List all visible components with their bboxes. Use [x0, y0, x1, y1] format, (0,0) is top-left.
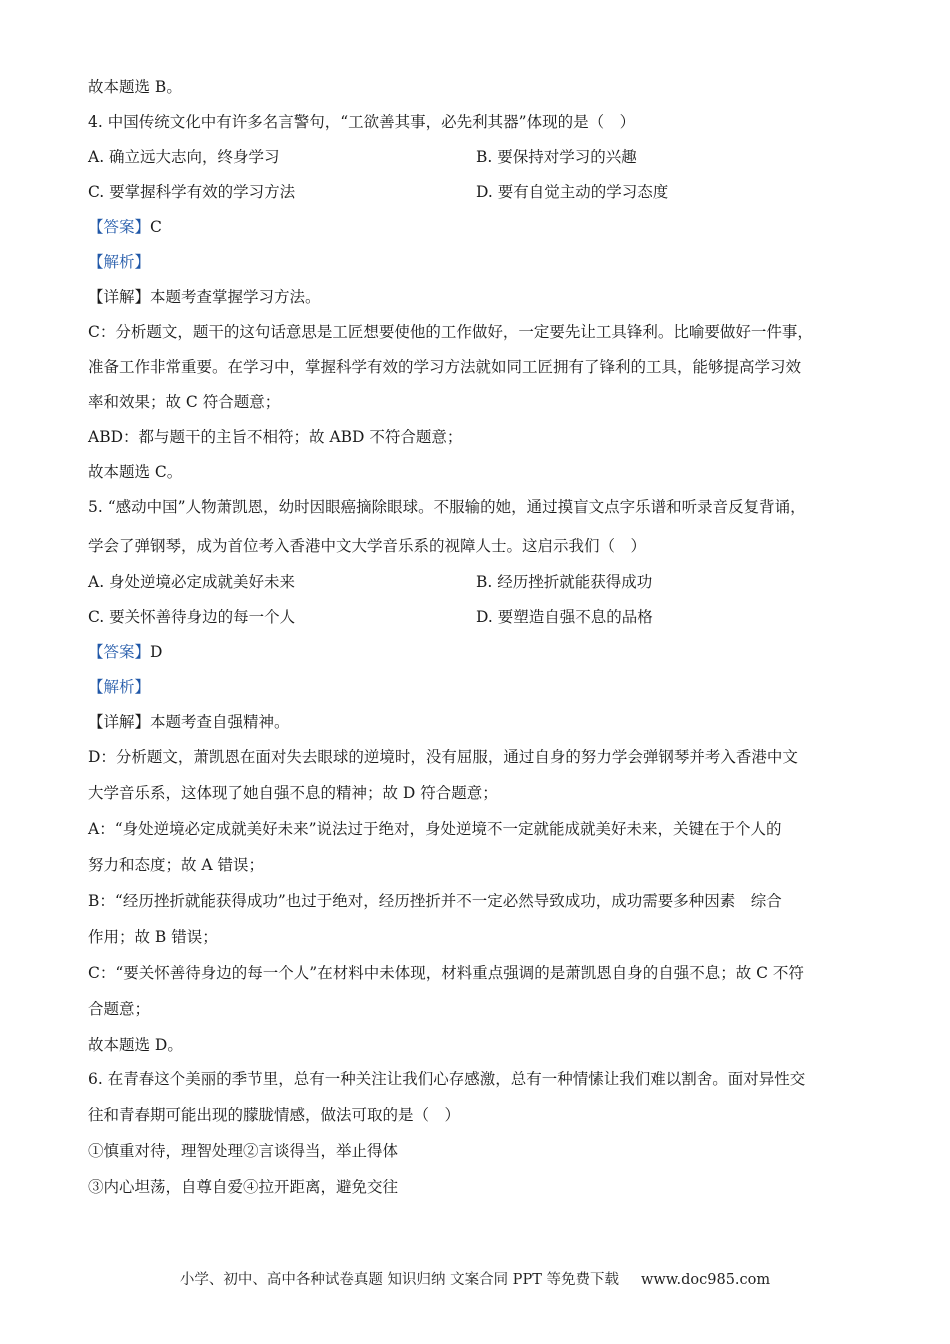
q5-explanation-8: 合题意； [88, 1000, 151, 1018]
q5-explanation-6: 作用；故 B 错误； [88, 928, 218, 946]
q5-analysis-heading [88, 676, 878, 698]
q4-option-c: C. 要掌握科学有效的学习方法 [88, 183, 296, 201]
q5-explanation-5: B：“经历挫折就能获得成功”也过于绝对，经历挫折并不一定必然导致成功，成功需要多种因素 综合 [88, 892, 782, 910]
q4-conclusion: 故本题选 C。 [88, 463, 183, 481]
q5-option-d: D. 要塑造自强不息的品格 [476, 608, 653, 626]
footer-url[interactable]: www.doc985.com [640, 1272, 771, 1288]
q4-answer [88, 216, 878, 238]
q6-statements-1: ①慎重对待，理智处理②言谈得当，举止得体 [88, 1142, 399, 1160]
q5-option-c: C. 要关怀善待身边的每一个人 [88, 608, 296, 626]
q4-option-d: D. 要有自觉主动的学习态度 [476, 183, 669, 201]
q5-option-a: A. 身处逆境必定成就美好未来 [88, 573, 296, 591]
q4-explanation-1: C：分析题文，题干的这句话意思是工匠想要使他的工作做好，一定要先让工具锋利。比喻要做好一件事， [88, 323, 813, 341]
question-6-stem-1: 6. 在青春这个美丽的季节里，总有一种关注让我们心存感激，总有一种情愫让我们难以割舍。面对异性交 [88, 1070, 806, 1088]
detail-tag: 【详解】 [88, 713, 151, 731]
q4-explanation-2: 准备工作非常重要。在学习中，掌握科学有效的学习方法就如同工匠拥有了锋利的工具，能够提高学习效 [88, 358, 802, 376]
q5-explanation-3: A：“身处逆境必定成就美好未来”说法过于绝对，身处逆境不一定就能成就美好未来，关键在于个人的 [88, 820, 782, 838]
q5-explanation-2: 大学音乐系，这体现了她自强不息的精神；故 D 符合题意； [88, 784, 498, 802]
q6-statements-2: ③内心坦荡，自尊自爱④拉开距离，避免交往 [88, 1178, 399, 1196]
answer-tag: 【答案】 [88, 218, 151, 236]
q4-detail [88, 286, 878, 308]
q4-option-a: A. 确立远大志向，终身学习 [88, 148, 280, 166]
q5-conclusion: 故本题选 D。 [88, 1036, 183, 1054]
conclusion-line: 故本题选 B。 [88, 78, 182, 96]
q4-explanation-3: 率和效果；故 C 符合题意； [88, 393, 281, 411]
detail-tag: 【详解】 [88, 288, 151, 306]
q4-explanation-4: ABD：都与题干的主旨不相符；故 ABD 不符合题意； [88, 428, 463, 446]
q5-answer [88, 641, 878, 663]
q5-detail [88, 711, 878, 733]
question-5-stem-2: 学会了弹钢琴，成为首位考入香港中文大学音乐系的视障人士。这启示我们（ ） [88, 537, 647, 555]
q5-explanation-1: D：分析题文，萧凯恩在面对失去眼球的逆境时，没有屈服，通过自身的努力学会弹钢琴并考入香港中文 [88, 748, 798, 766]
question-4-stem: 4. 中国传统文化中有许多名言警句，“工欲善其事，必先利其器”体现的是（ ） [88, 113, 636, 131]
answer-value: D [150, 643, 163, 661]
page-footer [0, 1268, 950, 1289]
detail-text: 本题考查掌握学习方法。 [150, 288, 321, 306]
analysis-tag: 【解析】 [88, 253, 151, 271]
question-5-stem-1: 5. “感动中国”人物萧凯恩，幼时因眼癌摘除眼球。不服输的她，通过摸盲文点字乐谱和听录音反复背诵， [88, 498, 806, 516]
q5-explanation-7: C：“要关怀善待身边的每一个人”在材料中未体现，材料重点强调的是萧凯恩自身的自强不息；故 C 不符 [88, 964, 804, 982]
q5-option-b: B. 经历挫折就能获得成功 [476, 573, 653, 591]
answer-value: C [150, 218, 162, 236]
analysis-tag: 【解析】 [88, 678, 151, 696]
q4-analysis-heading [88, 251, 878, 273]
detail-text: 本题考查自强精神。 [150, 713, 290, 731]
answer-tag: 【答案】 [88, 643, 151, 661]
q5-explanation-4: 努力和态度；故 A 错误； [88, 856, 265, 874]
footer-text: 小学、初中、高中各种试卷真题 知识归纳 文案合同 PPT 等免费下载 [179, 1272, 619, 1288]
q4-option-b: B. 要保持对学习的兴趣 [476, 148, 637, 166]
question-6-stem-2: 往和青春期可能出现的朦胧情感，做法可取的是（ ） [88, 1106, 461, 1124]
